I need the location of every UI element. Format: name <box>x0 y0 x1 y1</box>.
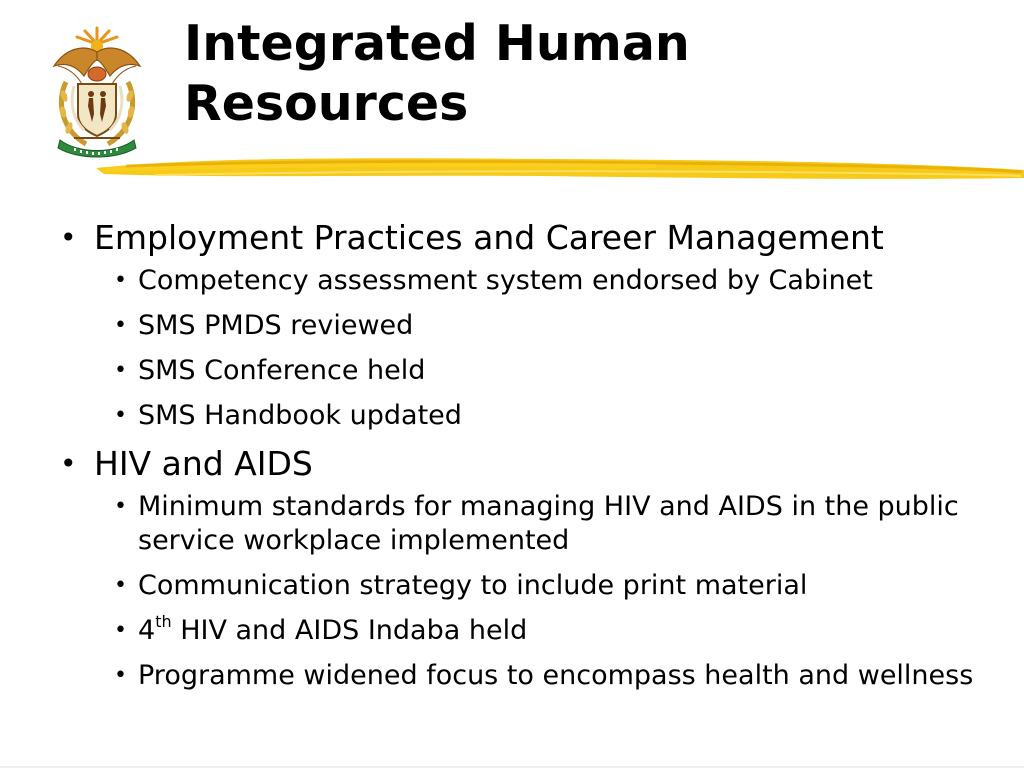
bullet-text: HIV and AIDS <box>94 444 313 483</box>
sub-bullet-text: Competency assessment system endorsed by Cabinet <box>138 265 873 296</box>
ordinal-suffix: th <box>155 612 172 631</box>
sub-bullet-text: Communication strategy to include print material <box>138 570 808 601</box>
bullet-glyph: • <box>114 663 127 688</box>
sub-bullet-item <box>58 659 988 693</box>
title-line-1: Integrated Human <box>184 15 690 72</box>
sub-bullet-item <box>58 354 988 388</box>
sub-bullet-text: Minimum standards for managing HIV and AIDS in the public service workplace implemented <box>138 491 959 556</box>
bullet-text: Employment Practices and Career Management <box>94 218 884 257</box>
title-line-2: Resources <box>184 75 469 132</box>
sub-bullet-item <box>58 569 988 603</box>
sub-bullet-item <box>58 264 988 298</box>
bullet-glyph: • <box>114 268 127 293</box>
sub-bullet-text: HIV and AIDS Indaba held <box>171 615 528 646</box>
sub-bullet-item <box>58 614 988 648</box>
sub-bullet-list <box>58 490 988 693</box>
sub-bullet-text: SMS Handbook updated <box>138 400 462 431</box>
bullet-glyph: • <box>114 403 127 428</box>
bullet-glyph: • <box>114 494 127 519</box>
coat-of-arms-icon <box>44 22 150 158</box>
bullet-glyph: • <box>114 573 127 598</box>
sub-bullet-text: Programme widened focus to encompass health and wellness <box>138 660 974 691</box>
bullet-glyph: • <box>114 618 127 643</box>
ordinal-number: 4 <box>138 615 156 646</box>
bullet-item <box>58 218 988 258</box>
sub-bullet-text: SMS PMDS reviewed <box>138 310 414 341</box>
sub-bullet-list <box>58 264 988 433</box>
bullet-item <box>58 444 988 484</box>
page-title <box>184 14 984 134</box>
title-brush-underline <box>96 148 1024 188</box>
bullet-list <box>58 218 988 704</box>
sub-bullet-item <box>58 399 988 433</box>
bullet-glyph: • <box>60 221 77 254</box>
sub-bullet-text: SMS Conference held <box>138 355 426 386</box>
sub-bullet-item <box>58 490 988 558</box>
bullet-glyph: • <box>114 313 127 338</box>
bullet-glyph: • <box>60 447 77 480</box>
sub-bullet-item <box>58 309 988 343</box>
bullet-glyph: • <box>114 358 127 383</box>
